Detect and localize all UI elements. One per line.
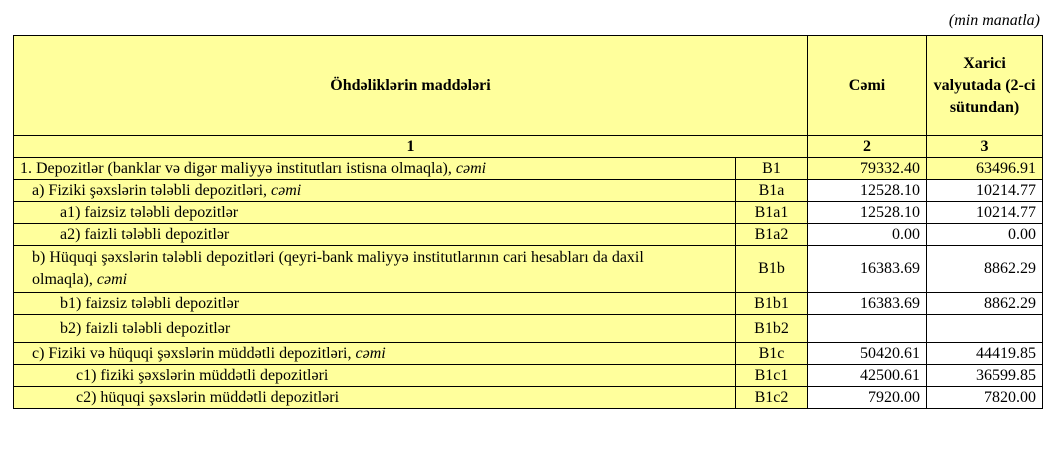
row-label: 1. Depozitlər (banklar və digər maliyyə institutları istisna olmaqla), cəmi bbox=[14, 158, 736, 180]
table-row bbox=[14, 387, 1043, 409]
row-foreign: 0.00 bbox=[927, 224, 1043, 246]
table-row bbox=[14, 224, 1043, 246]
row-foreign: 63496.91 bbox=[927, 158, 1043, 180]
column-index-1: 1 bbox=[14, 136, 808, 158]
row-code: B1c bbox=[736, 343, 808, 365]
row-foreign: 10214.77 bbox=[927, 202, 1043, 224]
row-foreign: 10214.77 bbox=[927, 180, 1043, 202]
row-code: B1b1 bbox=[736, 293, 808, 315]
row-foreign: 8862.29 bbox=[927, 293, 1043, 315]
row-total: 7920.00 bbox=[808, 387, 927, 409]
row-label: c) Fiziki və hüquqi şəxslərin müddətli depozitləri, cəmi bbox=[14, 343, 736, 365]
header-total: Cəmi bbox=[808, 36, 927, 136]
row-code: B1a bbox=[736, 180, 808, 202]
row-total bbox=[808, 315, 927, 343]
column-index-row bbox=[14, 136, 1043, 158]
header-items: Öhdəliklərin maddələri bbox=[14, 36, 808, 136]
row-label: a1) faizsiz tələbli depozitlər bbox=[14, 202, 736, 224]
row-code: B1b bbox=[736, 246, 808, 293]
table-row bbox=[14, 343, 1043, 365]
unit-note: (min manatla) bbox=[948, 12, 1040, 29]
row-total: 12528.10 bbox=[808, 180, 927, 202]
row-total: 16383.69 bbox=[808, 293, 927, 315]
table-row bbox=[14, 180, 1043, 202]
row-code: B1a1 bbox=[736, 202, 808, 224]
row-total: 50420.61 bbox=[808, 343, 927, 365]
table-row bbox=[14, 365, 1043, 387]
column-index-2: 2 bbox=[808, 136, 927, 158]
table-row bbox=[14, 315, 1043, 343]
table-row bbox=[14, 293, 1043, 315]
row-total: 79332.40 bbox=[808, 158, 927, 180]
row-label: a) Fiziki şəxslərin tələbli depozitləri, cəmi bbox=[14, 180, 736, 202]
row-foreign: 8862.29 bbox=[927, 246, 1043, 293]
row-code: B1 bbox=[736, 158, 808, 180]
row-total: 16383.69 bbox=[808, 246, 927, 293]
row-code: B1c1 bbox=[736, 365, 808, 387]
table-row bbox=[14, 202, 1043, 224]
row-label: c2) hüquqi şəxslərin müddətli depozitləri bbox=[14, 387, 736, 409]
row-label: b) Hüquqi şəxslərin tələbli depozitləri (qeyri-bank maliyyə institutlarının cari hesabları da daxil olmaqla), cəmi bbox=[14, 246, 736, 293]
row-total: 42500.61 bbox=[808, 365, 927, 387]
table-row bbox=[14, 246, 1043, 293]
header-foreign-currency: Xarici valyutada (2-ci sütundan) bbox=[927, 36, 1043, 136]
row-code: B1a2 bbox=[736, 224, 808, 246]
liabilities-table bbox=[13, 35, 1043, 409]
row-code: B1b2 bbox=[736, 315, 808, 343]
row-label: a2) faizli tələbli depozitlər bbox=[14, 224, 736, 246]
column-index-3: 3 bbox=[927, 136, 1043, 158]
row-foreign: 44419.85 bbox=[927, 343, 1043, 365]
row-foreign bbox=[927, 315, 1043, 343]
row-foreign: 36599.85 bbox=[927, 365, 1043, 387]
row-code: B1c2 bbox=[736, 387, 808, 409]
table-row bbox=[14, 158, 1043, 180]
row-label: b2) faizli tələbli depozitlər bbox=[14, 315, 736, 343]
row-label: b1) faizsiz tələbli depozitlər bbox=[14, 293, 736, 315]
header-row bbox=[14, 36, 1043, 136]
row-foreign: 7820.00 bbox=[927, 387, 1043, 409]
row-label: c1) fiziki şəxslərin müddətli depozitləri bbox=[14, 365, 736, 387]
row-total: 0.00 bbox=[808, 224, 927, 246]
row-total: 12528.10 bbox=[808, 202, 927, 224]
